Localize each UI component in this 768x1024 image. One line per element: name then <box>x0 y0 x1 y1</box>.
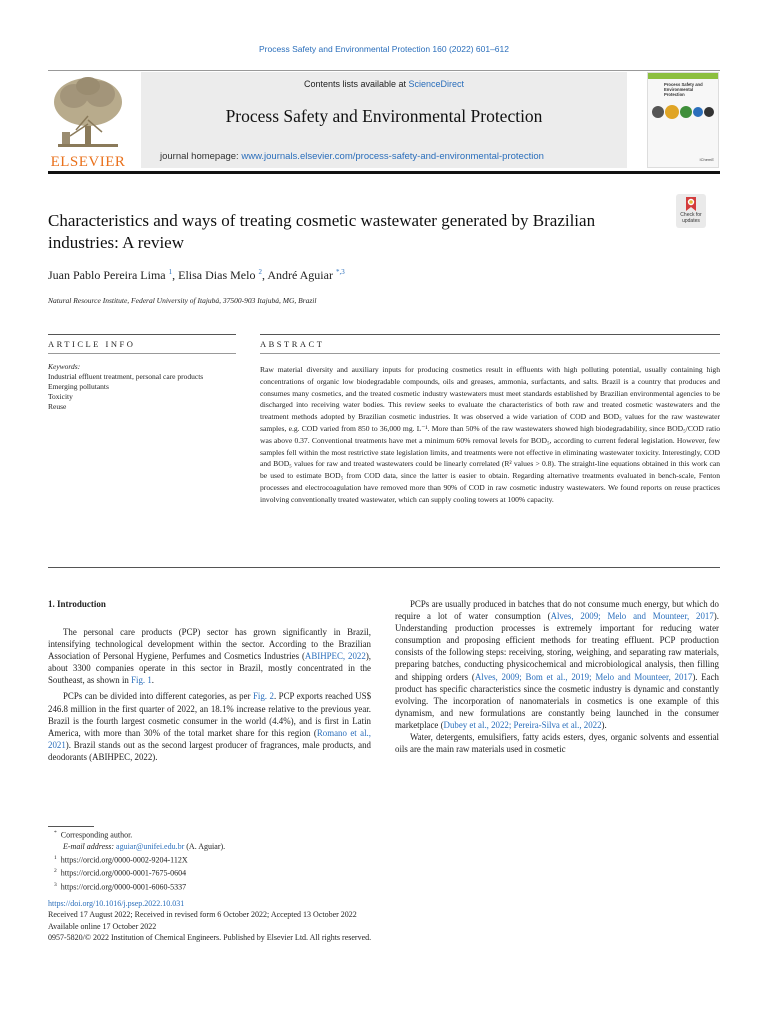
author-affiliation-sup[interactable]: *,3 <box>335 268 345 276</box>
text-run: . <box>151 675 155 686</box>
journal-reference-link[interactable]: Process Safety and Environmental Protection 160 (2022) 601–612 <box>259 44 509 54</box>
homepage-link[interactable]: www.journals.elsevier.com/process-safety-and-environmental-protection <box>241 151 544 162</box>
contents-line <box>141 79 627 89</box>
abstract-sub-rule <box>260 353 720 354</box>
email-label: E-mail address: <box>63 842 117 852</box>
author-name[interactable]: André Aguiar <box>267 268 333 282</box>
citation-link[interactable]: Alves, 2009; Melo and Mounteer, 2017 <box>550 611 714 622</box>
orcid-note <box>48 880 225 893</box>
available-online: Available online 17 October 2022 <box>48 921 157 931</box>
paragraph <box>395 598 719 731</box>
publication-info <box>48 898 371 943</box>
author-name[interactable]: Elisa Dias Melo <box>178 268 256 282</box>
article-info-heading: ARTICLE INFO <box>48 339 136 349</box>
cover-footer: IChemE <box>699 157 714 162</box>
text-run: ). Understanding production processes is extremely important for reducing water consumption and proposing efficient methods for treating effluent. PCP production consists of the following steps: receiving, storing, weighing, and separating raw materials, preparing batches, conducting physicochemical and microbiological analysis, then filling and shipping orders ( <box>395 611 719 682</box>
paragraph <box>48 690 371 763</box>
orcid-link[interactable]: https://orcid.org/0000-0002-9204-112X <box>60 855 188 865</box>
body-column-right <box>395 598 719 755</box>
footnotes <box>48 828 225 893</box>
keywords-block <box>48 362 218 412</box>
email-link[interactable]: aguiar@unifei.edu.br <box>116 842 185 852</box>
author-affiliation-sup[interactable]: 1 <box>168 268 173 276</box>
paragraph: Water, detergents, emulsifiers, fatty acids esters, dyes, organic solvents and essential oils are the main raw materials used in cosmetic <box>395 732 719 755</box>
text-run: PCPs are usually produced in batches that do not consume much energy, but which do require a lot of water consumption ( <box>395 599 719 622</box>
keyword-item: Reuse <box>48 402 67 411</box>
abstract-text: Raw material diversity and auxiliary inputs for producing cosmetics result in effluents with high polluting potential, usually containing high concentrations of organic low biodegradable compounds, oils and greases, ammonia, surfactants, and salts. Brazil is a country that produces and consumes many cosmetics, and the treated cosmetic industry wastewaters must meet standards established by Brazilian environmental agencies to be discharged into receiving water bodies. This review seeks to evaluate the characteristics of both raw and treated cosmetic wastewaters and the treatment methods adopted by Brazilian cosmetic industries. It was observed a wide variation of COD and BOD₅ values for the raw wastewater samples, e.g. COD varied from 850 to 36,000 mg. L⁻¹. More than 50% of the raw wastewaters showed high biodegradability, since BOD₅/COD ratio was above 0.37. Conventional treatments have met a minimum 60% removal levels for BOD₅, according to current federal legislation. However, few samples fell within the most restrictive state legislation limits, and treatments were not effective in eliminating wastewater toxicity. Interestingly, COD and BOD₅ values for raw and treated wastewaters could be linearly correlated (R² values > 0.8). The straight-line equations obtained in this work can be used to estimate BOD₅ from COD data, since the latter is easier to obtain. Regarding alternative treatments evaluated in bench-scale, Fenton processes and electrocoagulation have removed more than 90% of COD in raw cosmetic industry wastewaters. We found reports on reuse practices involving conventionally treated wastewater, which can supply cooling towers at 100% capacity. <box>260 365 720 504</box>
footnote-mark: 2 <box>54 868 57 875</box>
keywords-label: Keywords: <box>48 362 81 371</box>
orcid-link[interactable]: https://orcid.org/0000-0001-6060-5337 <box>60 882 187 892</box>
crossmark-line1: Check for <box>680 212 702 218</box>
doi-link[interactable]: https://doi.org/10.1016/j.psep.2022.10.031 <box>48 899 185 908</box>
elsevier-logo[interactable] <box>48 74 128 170</box>
cover-graphic-icon <box>648 101 718 123</box>
figure-link[interactable]: Fig. 1 <box>131 675 152 686</box>
body-column-left <box>48 626 371 763</box>
keyword-item: Toxicity <box>48 392 73 401</box>
received-dates: Received 17 August 2022; Received in revised form 6 October 2022; Accepted 13 October 2022 <box>48 910 357 920</box>
crossmark-line2: updates <box>682 217 700 224</box>
cover-title: Process Safety and Environmental Protection <box>664 82 703 97</box>
orcid-note <box>48 866 225 879</box>
footnote-rule <box>48 826 94 827</box>
footnote-mark: 3 <box>54 881 57 888</box>
citation-link[interactable]: Alves, 2009; Bom et al., 2019; Melo and Mounteer, 2017 <box>474 671 693 682</box>
footnote-mark: 1 <box>54 855 57 862</box>
paragraph <box>48 626 371 686</box>
check-for-updates-badge[interactable] <box>676 194 706 228</box>
journal-homepage <box>160 151 544 162</box>
email-suffix: (A. Aguiar). <box>184 842 226 852</box>
citation-link[interactable]: ABIHPEC, 2022 <box>304 651 366 662</box>
elsevier-tree-icon <box>48 74 128 150</box>
affiliation: Natural Resource Institute, Federal University of Itajubá, 37500-903 Itajubá, MG, Brazil <box>48 296 317 305</box>
author-name[interactable]: Juan Pablo Pereira Lima <box>48 268 166 282</box>
keyword-item: Industrial effluent treatment, personal care products <box>48 372 204 381</box>
article-info-top-rule <box>48 334 236 335</box>
author-affiliation-sup[interactable]: 2 <box>258 268 262 276</box>
text-run: ). Each product has specific characteristics since the cosmetic industry is dynamic and constantly evolving. The incorporation of nanomaterials in cosmetics is one example of this dynamism, and new formulations are constantly being launched in the consumer marketplace ( <box>395 671 719 730</box>
footnote-mark: * <box>54 830 57 836</box>
section-heading-introduction: 1. Introduction <box>48 599 106 609</box>
abstract-top-rule <box>260 334 720 335</box>
text-run: The personal care products (PCP) sector has grown significantly in Brazil, intensifying technological development within the sector. According to the Brazilian Association of Personal Hygiene, Perfumes and Cosmetics Industries ( <box>48 627 371 662</box>
header-top-rule <box>48 70 720 71</box>
corresponding-label: Corresponding author. <box>60 830 133 840</box>
article-info-sub-rule <box>48 353 236 354</box>
text-run: . PCP exports reached US$ 246.8 million in the first quarter of 2022, an 18.1% increase relative to the previous year. Brazil is the fourth largest cosmetic consumer in the world (4.4%), and is first in Latin America, with more than 30% of the total market share for this region ( <box>48 691 372 738</box>
publisher-name: ELSEVIER <box>50 154 126 170</box>
abstract-heading: ABSTRACT <box>260 339 325 349</box>
copyright: 0957-5820/© 2022 Institution of Chemical Engineers. Published by Elsevier Ltd. All rights reserved. <box>48 932 372 942</box>
homepage-label: journal homepage: <box>160 151 242 162</box>
journal-cover-thumbnail[interactable] <box>647 72 719 168</box>
crossmark-icon <box>684 196 698 212</box>
keyword-item: Emerging pollutants <box>48 382 109 391</box>
text-run: ), about 3300 companies operate in this sector in Brazil, mostly concentrated in the Southeast, as shown in <box>48 651 371 686</box>
contents-prefix: Contents lists available at <box>303 79 409 89</box>
citation-link[interactable]: Dubey et al., 2022; Pereira-Silva et al., 2022 <box>443 719 602 730</box>
text-run: ). Brazil stands out as the second largest producer of fragrances, male products, and deodorants (ABIHPEC, 2022). <box>48 739 371 762</box>
text-run: PCPs can be divided into different categories, as per <box>63 691 253 702</box>
orcid-note <box>48 853 225 866</box>
email-note <box>48 841 225 853</box>
article-title: Characteristics and ways of treating cosmetic wastewater generated by Brazilian industries: A review <box>48 211 596 252</box>
citation-link[interactable]: Romano et al., 2021 <box>48 727 371 750</box>
orcid-link[interactable]: https://orcid.org/0000-0001-7675-0604 <box>60 869 187 879</box>
header-bottom-rule <box>48 171 720 174</box>
author-list: Juan Pablo Pereira Lima $^1$, Elisa Dias Melo $^2$, André Aguiar $^{*,3}$ <box>48 268 345 282</box>
journal-title[interactable]: Process Safety and Environmental Protection <box>225 106 543 126</box>
text-run: ). <box>601 719 607 730</box>
corresponding-note <box>48 828 225 841</box>
abstract-bottom-rule <box>48 567 720 568</box>
sciencedirect-link[interactable]: ScienceDirect <box>408 79 465 89</box>
figure-link[interactable]: Fig. 2 <box>252 691 274 702</box>
